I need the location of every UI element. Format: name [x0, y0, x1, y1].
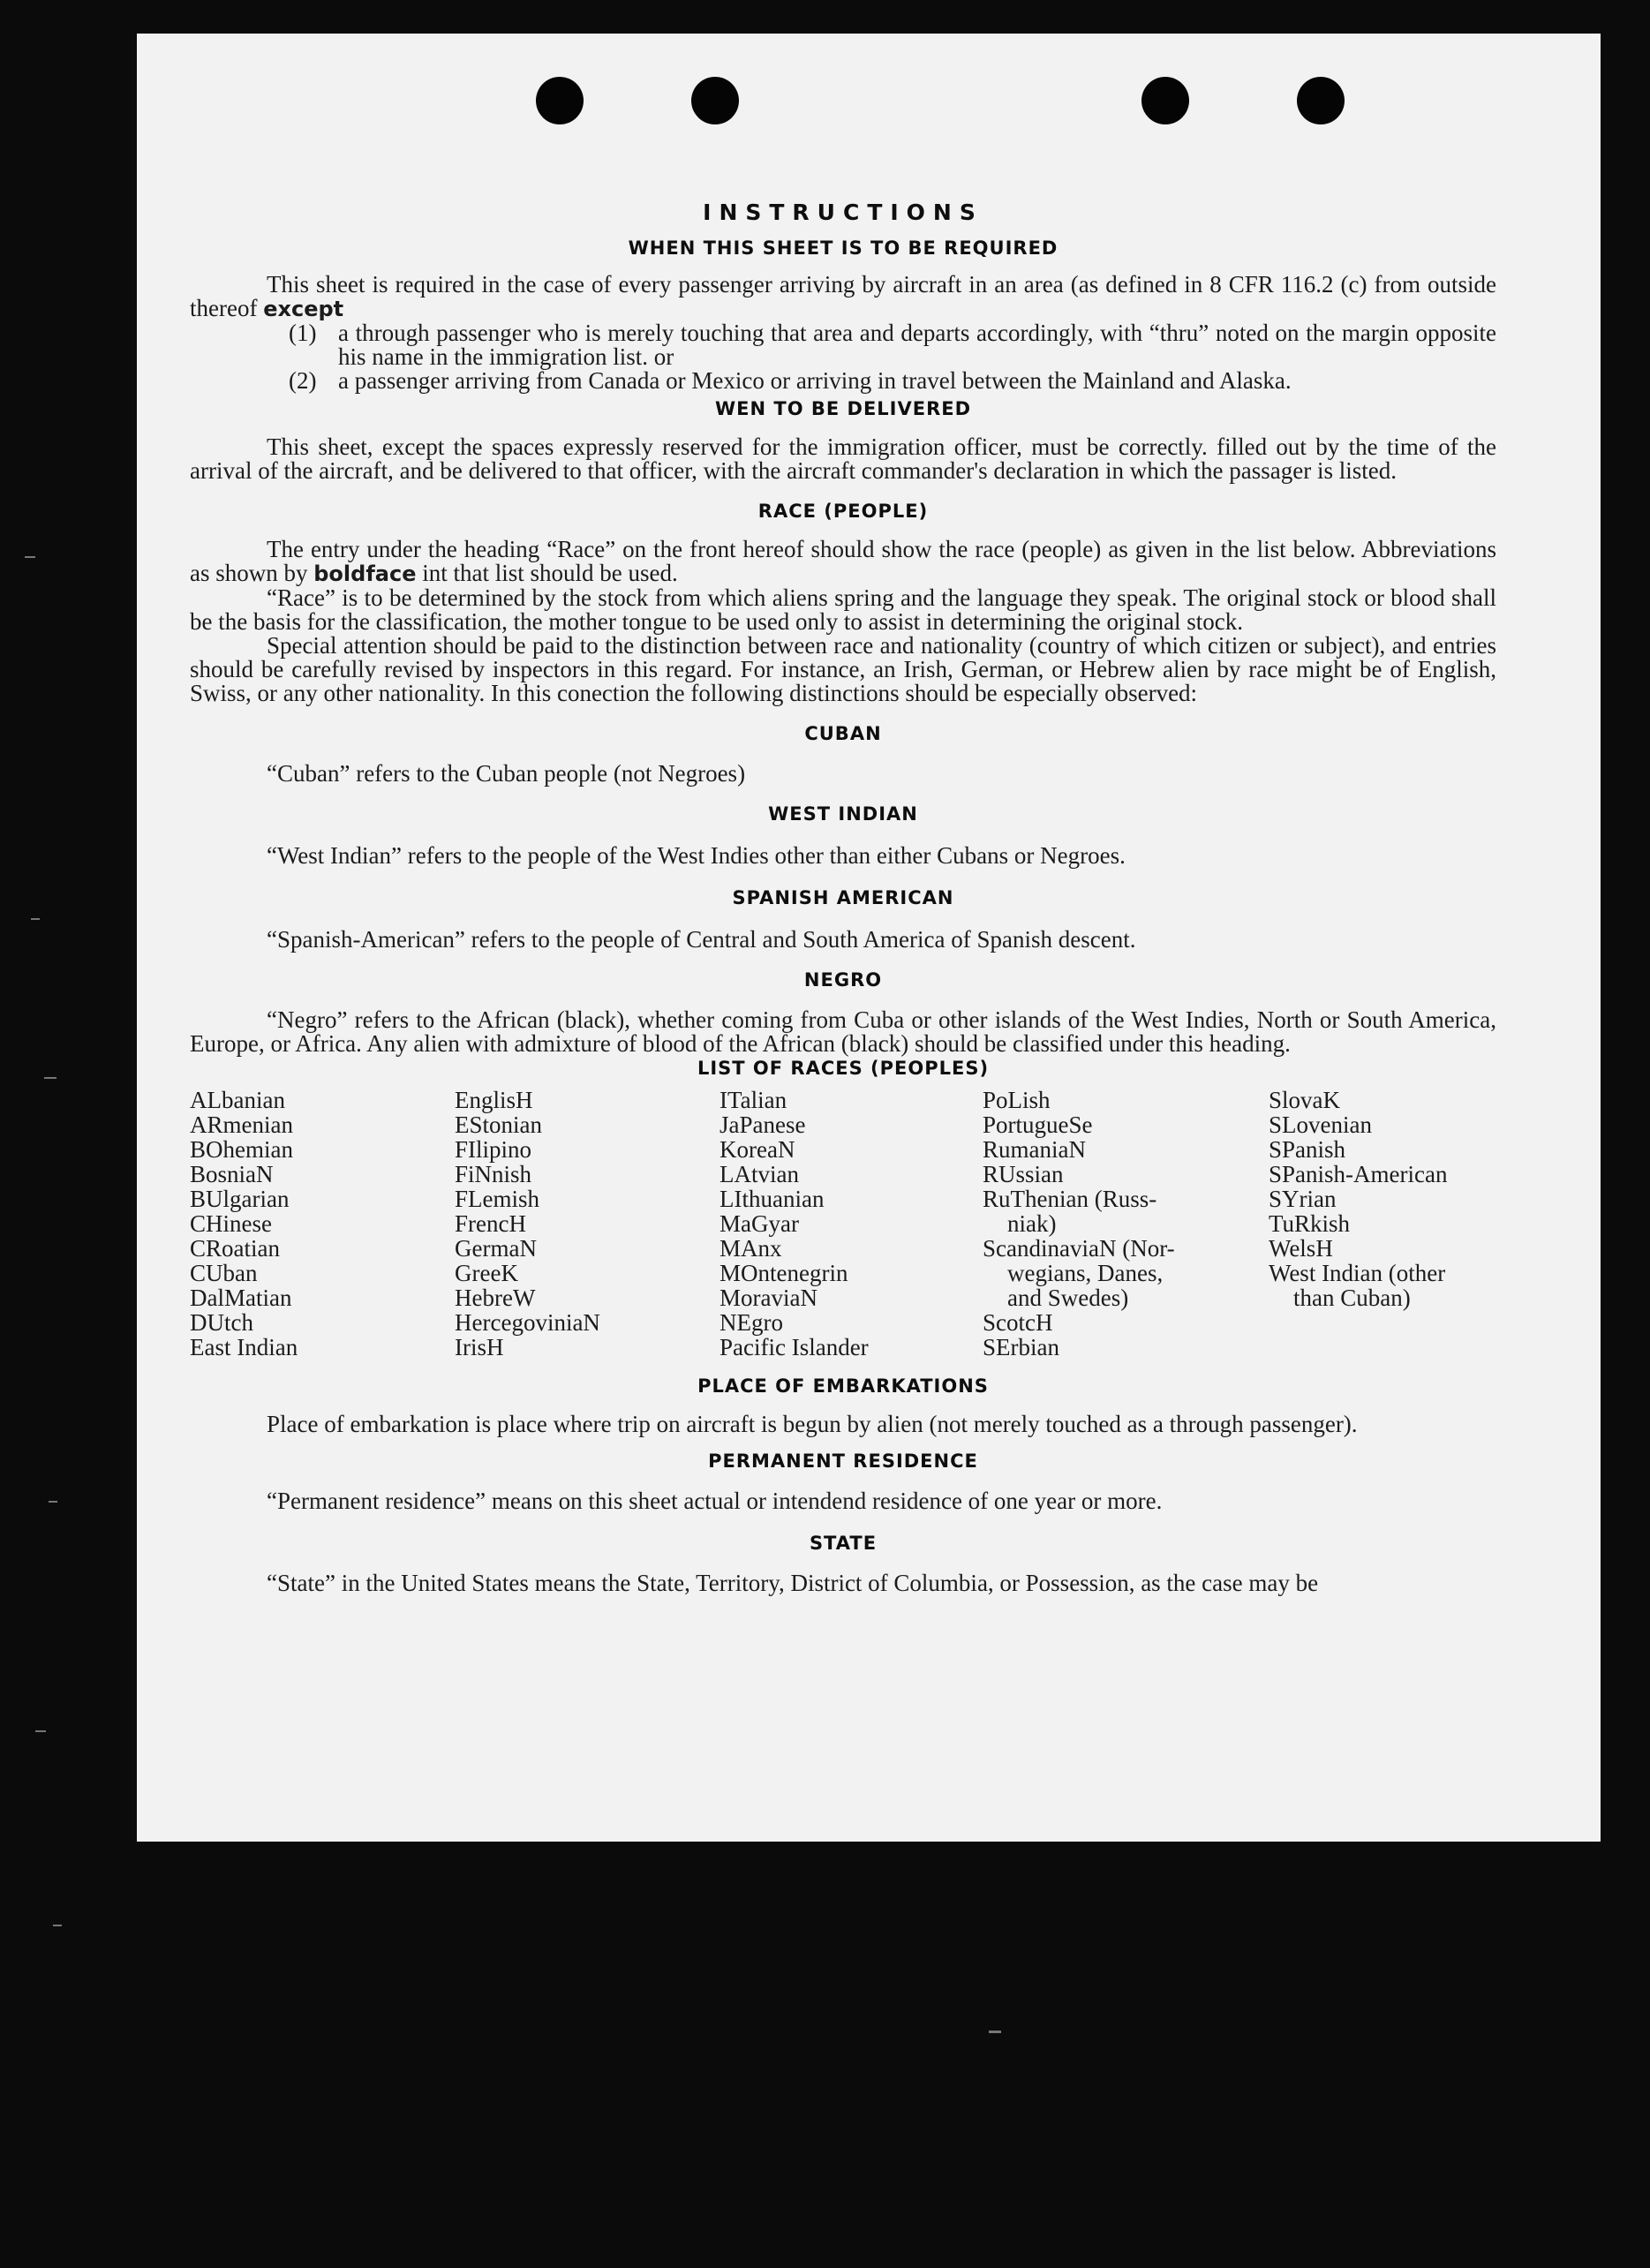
race-entry: ITalian: [720, 1087, 787, 1113]
race-paragraph: The entry under the heading “Race” on the front hereof should show the race (people) as given in the list below. Abbreviations as shown by boldface int that list should be used.: [190, 536, 1496, 586]
race-entry: ScotcH: [983, 1309, 1053, 1336]
race-entry: MoraviaN: [720, 1285, 817, 1311]
race-entry: BUlgarian: [190, 1186, 290, 1212]
punch-hole: [536, 77, 584, 124]
spanish-american-text: “Spanish-American” refers to the people of Central and South America of Spanish descent.: [267, 926, 1136, 953]
race-entry: CUban: [190, 1260, 258, 1286]
race-entry: WelsH: [1269, 1235, 1333, 1262]
except-emphasis: except: [263, 297, 344, 321]
race-entry: FIlipino: [455, 1136, 532, 1163]
race-entry: West Indian (other: [1269, 1260, 1446, 1286]
race-entry: Pacific Islander: [720, 1334, 869, 1360]
section-heading-permanent-residence: PERMANENT RESIDENCE: [708, 1450, 978, 1472]
race-entry: SPanish: [1269, 1136, 1346, 1163]
race-entry: SLovenian: [1269, 1111, 1372, 1138]
race-entry: DUtch: [190, 1309, 253, 1336]
race-entry: PortugueSe: [983, 1111, 1093, 1138]
race-entry: PoLish: [983, 1087, 1051, 1113]
race-entry: MOntenegrin: [720, 1260, 848, 1286]
punch-hole: [1141, 77, 1189, 124]
permanent-residence-text: “Permanent residence” means on this sheet actual or intendend residence of one year or more.: [267, 1488, 1163, 1514]
section-heading-west-indian: WEST INDIAN: [768, 803, 918, 825]
punch-hole: [1297, 77, 1345, 124]
race-entry: MaGyar: [720, 1210, 799, 1237]
race-entry-continuation: and Swedes): [1007, 1285, 1129, 1311]
state-text: “State” in the United States means the State, Territory, District of Columbia, or Possession, as the case may be: [267, 1570, 1319, 1596]
race-entry: NEgro: [720, 1309, 783, 1336]
section-heading-when-required: WHEN THIS SHEET IS TO BE REQUIRED: [628, 237, 1059, 259]
section-heading-state: STATE: [809, 1533, 878, 1554]
race-entry: HebreW: [455, 1285, 536, 1311]
race-entry: IrisH: [455, 1334, 504, 1360]
cuban-text: “Cuban” refers to the Cuban people (not Negroes): [267, 760, 746, 787]
document-body: [190, 168, 1496, 1595]
race-entry: CRoatian: [190, 1235, 280, 1262]
race-entry: RUssian: [983, 1161, 1064, 1187]
race-entry: FiNnish: [455, 1161, 532, 1187]
exception-item: (1) a through passenger who is merely touching that area and departs accordingly, with “thru” noted on the margin opposite his name in the immigration list. or: [289, 320, 1496, 370]
race-entry: MAnx: [720, 1235, 782, 1262]
race-entry: GermaN: [455, 1235, 537, 1262]
race-paragraph: “Race” is to be determined by the stock from which aliens spring and the language they speak. The original stock or blood shall be the basis for the classification, the mother tongue to be used only to assist in determining the original stock.: [190, 584, 1496, 635]
race-entry: JaPanese: [720, 1111, 806, 1138]
race-entry: SErbian: [983, 1334, 1059, 1360]
boldface-emphasis: boldface: [313, 561, 417, 586]
race-entry: DalMatian: [190, 1285, 292, 1311]
race-column: [983, 1088, 1269, 1360]
race-entry: FrencH: [455, 1210, 526, 1237]
race-entry: FLemish: [455, 1186, 540, 1212]
embarkation-text: Place of embarkation is place where trip on aircraft is begun by alien (not merely touched as a through passenger).: [267, 1411, 1358, 1437]
negro-text: “Negro” refers to the African (black), whether coming from Cuba or other islands of the West Indies, North or South America, Europe, or Africa. Any alien with admixture of blood of the African (black) should be classified under this heading.: [190, 1006, 1496, 1057]
race-entry: BosniaN: [190, 1161, 274, 1187]
race-entry: EStonian: [455, 1111, 542, 1138]
race-entry: CHinese: [190, 1210, 272, 1237]
race-entry: RuThenian (Russ-: [983, 1186, 1157, 1212]
race-entry: SPanish-American: [1269, 1161, 1448, 1187]
race-entry: HercegoviniaN: [455, 1309, 600, 1336]
race-entry: LIthuanian: [720, 1186, 825, 1212]
race-entry: ARmenian: [190, 1111, 293, 1138]
race-column: [190, 1088, 455, 1360]
section-heading-race: RACE (PEOPLE): [757, 501, 929, 522]
instruction-sheet: [137, 34, 1601, 1842]
section-heading-when-delivered: WEN TO BE DELIVERED: [714, 398, 972, 419]
section-heading-spanish-american: SPANISH AMERICAN: [732, 887, 954, 908]
race-column: [455, 1088, 720, 1360]
race-column: [1269, 1088, 1496, 1360]
race-entry: ScandinaviaN (Nor-: [983, 1235, 1175, 1262]
section-heading-embarkation: PLACE OF EMBARKATIONS: [697, 1375, 989, 1397]
race-entry: LAtvian: [720, 1161, 799, 1187]
race-entry: East Indian: [190, 1334, 298, 1360]
race-entry: SYrian: [1269, 1186, 1337, 1212]
race-entry: SlovaK: [1269, 1087, 1340, 1113]
race-entry: BOhemian: [190, 1136, 293, 1163]
race-entry-continuation: wegians, Danes,: [1007, 1260, 1164, 1286]
section-heading-cuban: CUBAN: [804, 723, 882, 744]
race-paragraph: Special attention should be paid to the distinction between race and nationality (country of which citizen or subject), and entries should be carefully revised by inspectors in this regard. For instance, an Irish, German, or Hebrew alien by race might be of English, Swiss, or any other nationality. In this conection the following distinctions should be especially observed:: [190, 632, 1496, 706]
race-entry: RumaniaN: [983, 1136, 1086, 1163]
exception-item: (2) a passenger arriving from Canada or Mexico or arriving in travel between the Mainland and Alaska.: [289, 367, 1292, 394]
race-entry: EnglisH: [455, 1087, 533, 1113]
race-entry: ALbanian: [190, 1087, 285, 1113]
required-intro: This sheet is required in the case of every passenger arriving by aircraft in an area (as defined in 8 CFR 116.2 (c) from outside thereof except: [190, 271, 1496, 321]
race-entry-continuation: niak): [1007, 1210, 1057, 1237]
race-entry-continuation: than Cuban): [1293, 1285, 1411, 1311]
west-indian-text: “West Indian” refers to the people of the West Indies other than either Cubans or Negroes.: [267, 842, 1126, 869]
punch-hole: [691, 77, 739, 124]
page-title: INSTRUCTIONS: [703, 200, 983, 225]
race-entry: KoreaN: [720, 1136, 795, 1163]
section-heading-negro: NEGRO: [803, 969, 883, 991]
delivered-text: This sheet, except the spaces expressly reserved for the immigration officer, must be correctly. filled out by the time of the arrival of the aircraft, and be delivered to that officer, with the aircraft commander's declaration in which the passager is listed.: [190, 433, 1496, 484]
race-column: [720, 1088, 983, 1360]
race-list: [190, 1088, 1496, 1360]
race-entry: TuRkish: [1269, 1210, 1351, 1237]
section-heading-list-of-races: LIST OF RACES (PEOPLES): [697, 1058, 990, 1079]
race-entry: GreeK: [455, 1260, 518, 1286]
